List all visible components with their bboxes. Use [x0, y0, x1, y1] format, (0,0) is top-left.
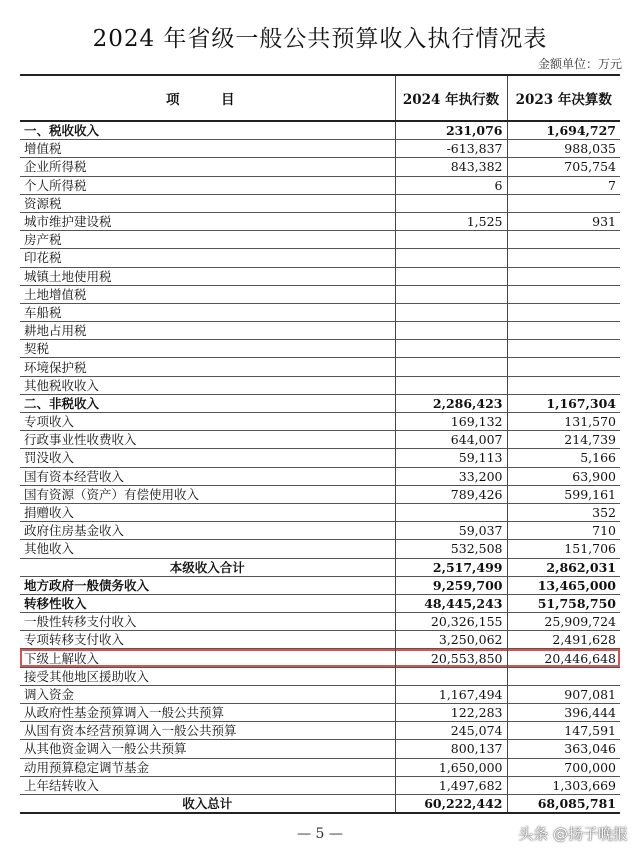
source-watermark: 头条 @扬子晚报 [518, 825, 628, 843]
table-row [20, 540, 620, 558]
row-item-label: 专项收入 [20, 413, 395, 431]
row-value-2024 [395, 322, 507, 340]
table-body [20, 121, 620, 813]
row-item-label: 下级上解收入 [20, 649, 395, 667]
row-value-2024 [395, 285, 507, 303]
row-value-2023 [507, 358, 620, 376]
row-item-label: 二、非税收入 [20, 394, 395, 412]
row-item-label: 其他税收收入 [20, 376, 395, 394]
table-row [20, 194, 620, 212]
row-value-2023: 13,465,000 [507, 576, 620, 594]
row-value-2024: 1,650,000 [395, 758, 507, 776]
row-item-label: 行政事业性收费收入 [20, 431, 395, 449]
row-value-2023: 5,166 [507, 449, 620, 467]
page-number: — 5 — [297, 826, 343, 842]
row-item-label: 政府住房基金收入 [20, 522, 395, 540]
row-value-2024: 231,076 [395, 121, 507, 140]
row-value-2024: 789,426 [395, 485, 507, 503]
row-item-label: 专项转移支付收入 [20, 631, 395, 649]
table-row [20, 303, 620, 321]
row-value-2023: 599,161 [507, 485, 620, 503]
row-value-2024: 60,222,442 [395, 794, 507, 813]
row-value-2023: 2,862,031 [507, 558, 620, 576]
row-value-2024: 59,037 [395, 522, 507, 540]
row-item-label: 罚没收入 [20, 449, 395, 467]
table-row [20, 140, 620, 158]
row-item-label: 从其他资金调入一般公共预算 [20, 740, 395, 758]
row-value-2023: 907,081 [507, 685, 620, 703]
row-value-2024: 122,283 [395, 704, 507, 722]
row-item-label: 从政府性基金预算调入一般公共预算 [20, 704, 395, 722]
row-value-2023: 131,570 [507, 413, 620, 431]
row-item-label: 个人所得税 [20, 176, 395, 194]
table-row [20, 704, 620, 722]
table-row [20, 776, 620, 794]
row-item-label: 国有资源（资产）有偿使用收入 [20, 485, 395, 503]
table-row [20, 212, 620, 230]
table-row [20, 467, 620, 485]
row-value-2023: 20,446,648 [507, 649, 620, 667]
table-row [20, 340, 620, 358]
row-item-label: 转移性收入 [20, 594, 395, 612]
table-row [20, 394, 620, 412]
table-row [20, 613, 620, 631]
row-value-2023 [507, 340, 620, 358]
row-value-2023: 1,694,727 [507, 121, 620, 140]
row-item-label: 资源税 [20, 194, 395, 212]
row-value-2023: 147,591 [507, 722, 620, 740]
row-value-2024 [395, 303, 507, 321]
row-value-2023: 705,754 [507, 158, 620, 176]
row-value-2023 [507, 667, 620, 685]
table-row [20, 158, 620, 176]
row-value-2024: 2,286,423 [395, 394, 507, 412]
row-value-2023 [507, 249, 620, 267]
row-item-label: 耕地占用税 [20, 322, 395, 340]
amount-unit-label: 金额单位：万元 [537, 57, 622, 71]
table-row [20, 231, 620, 249]
row-item-label: 动用预算稳定调节基金 [20, 758, 395, 776]
table-row-highlighted [20, 649, 620, 667]
row-item-label: 城市维护建设税 [20, 212, 395, 230]
table-row [20, 758, 620, 776]
row-value-2024: 169,132 [395, 413, 507, 431]
row-item-label: 房产税 [20, 231, 395, 249]
row-item-label: 本级收入合计 [20, 558, 395, 576]
table-row [20, 522, 620, 540]
row-value-2023: 68,085,781 [507, 794, 620, 813]
row-item-label: 捐赠收入 [20, 503, 395, 521]
row-value-2024: 6 [395, 176, 507, 194]
row-item-label: 环境保护税 [20, 358, 395, 376]
table-row [20, 685, 620, 703]
row-item-label: 土地增值税 [20, 285, 395, 303]
row-value-2024: 2,517,499 [395, 558, 507, 576]
row-item-label: 国有资本经营收入 [20, 467, 395, 485]
row-value-2023: 363,046 [507, 740, 620, 758]
table-row [20, 285, 620, 303]
row-item-label: 一般性转移支付收入 [20, 613, 395, 631]
row-item-label: 一、税收收入 [20, 121, 395, 140]
row-value-2023 [507, 322, 620, 340]
row-item-label: 印花税 [20, 249, 395, 267]
table-row [20, 431, 620, 449]
row-value-2023 [507, 231, 620, 249]
table-row [20, 576, 620, 594]
row-item-label: 地方政府一般债务收入 [20, 576, 395, 594]
table-row [20, 722, 620, 740]
row-item-label: 其他收入 [20, 540, 395, 558]
table-row [20, 322, 620, 340]
row-value-2024: 48,445,243 [395, 594, 507, 612]
row-value-2023: 51,758,750 [507, 594, 620, 612]
row-value-2024: 800,137 [395, 740, 507, 758]
row-value-2024: 20,326,155 [395, 613, 507, 631]
row-item-label: 企业所得税 [20, 158, 395, 176]
table-row [20, 267, 620, 285]
row-item-label: 接受其他地区援助收入 [20, 667, 395, 685]
row-value-2024 [395, 340, 507, 358]
row-value-2023: 988,035 [507, 140, 620, 158]
row-value-2023: 1,303,669 [507, 776, 620, 794]
table-row [20, 631, 620, 649]
row-item-label: 契税 [20, 340, 395, 358]
row-value-2023: 25,909,724 [507, 613, 620, 631]
row-value-2024: 20,553,850 [395, 649, 507, 667]
page-title: 2024 年省级一般公共预算收入执行情况表 [92, 26, 548, 52]
row-value-2023 [507, 194, 620, 212]
row-value-2023 [507, 376, 620, 394]
row-value-2023: 7 [507, 176, 620, 194]
table-row [20, 249, 620, 267]
table-row [20, 358, 620, 376]
row-value-2023 [507, 267, 620, 285]
row-value-2024 [395, 194, 507, 212]
row-value-2024: 1,525 [395, 212, 507, 230]
row-value-2024 [395, 249, 507, 267]
row-value-2024: -613,837 [395, 140, 507, 158]
row-value-2024: 1,167,494 [395, 685, 507, 703]
row-value-2024 [395, 667, 507, 685]
row-value-2024 [395, 376, 507, 394]
row-value-2024 [395, 503, 507, 521]
row-value-2024: 1,497,682 [395, 776, 507, 794]
row-item-label: 收入总计 [20, 794, 395, 813]
table-row [20, 667, 620, 685]
row-value-2024 [395, 358, 507, 376]
row-value-2024: 644,007 [395, 431, 507, 449]
row-value-2023: 700,000 [507, 758, 620, 776]
row-value-2023: 931 [507, 212, 620, 230]
header-item: 项 目 [20, 75, 395, 121]
table-header-row [20, 75, 620, 121]
row-item-label: 城镇土地使用税 [20, 267, 395, 285]
row-value-2024: 33,200 [395, 467, 507, 485]
table-row [20, 121, 620, 140]
table-row [20, 485, 620, 503]
row-value-2024 [395, 231, 507, 249]
row-item-label: 车船税 [20, 303, 395, 321]
row-value-2024: 9,259,700 [395, 576, 507, 594]
row-value-2023: 710 [507, 522, 620, 540]
row-value-2024: 3,250,062 [395, 631, 507, 649]
row-value-2023: 1,167,304 [507, 394, 620, 412]
row-item-label: 调入资金 [20, 685, 395, 703]
row-value-2023: 151,706 [507, 540, 620, 558]
row-value-2024: 59,113 [395, 449, 507, 467]
table-row [20, 503, 620, 521]
table-row [20, 558, 620, 576]
row-value-2023: 352 [507, 503, 620, 521]
row-value-2023: 2,491,628 [507, 631, 620, 649]
row-value-2023: 63,900 [507, 467, 620, 485]
row-item-label: 增值税 [20, 140, 395, 158]
row-value-2023: 214,739 [507, 431, 620, 449]
row-value-2023 [507, 303, 620, 321]
budget-revenue-table [20, 74, 620, 814]
row-value-2023 [507, 285, 620, 303]
table-row [20, 449, 620, 467]
row-item-label: 从国有资本经营预算调入一般公共预算 [20, 722, 395, 740]
row-value-2024: 245,074 [395, 722, 507, 740]
table-row [20, 594, 620, 612]
header-2023-final: 2023 年决算数 [507, 75, 620, 121]
row-value-2023: 396,444 [507, 704, 620, 722]
header-2024-actual: 2024 年执行数 [395, 75, 507, 121]
row-value-2024: 532,508 [395, 540, 507, 558]
table-row [20, 176, 620, 194]
table-row [20, 376, 620, 394]
table-row [20, 413, 620, 431]
row-value-2024 [395, 267, 507, 285]
row-value-2024: 843,382 [395, 158, 507, 176]
table-row [20, 740, 620, 758]
table-row [20, 794, 620, 813]
row-item-label: 上年结转收入 [20, 776, 395, 794]
